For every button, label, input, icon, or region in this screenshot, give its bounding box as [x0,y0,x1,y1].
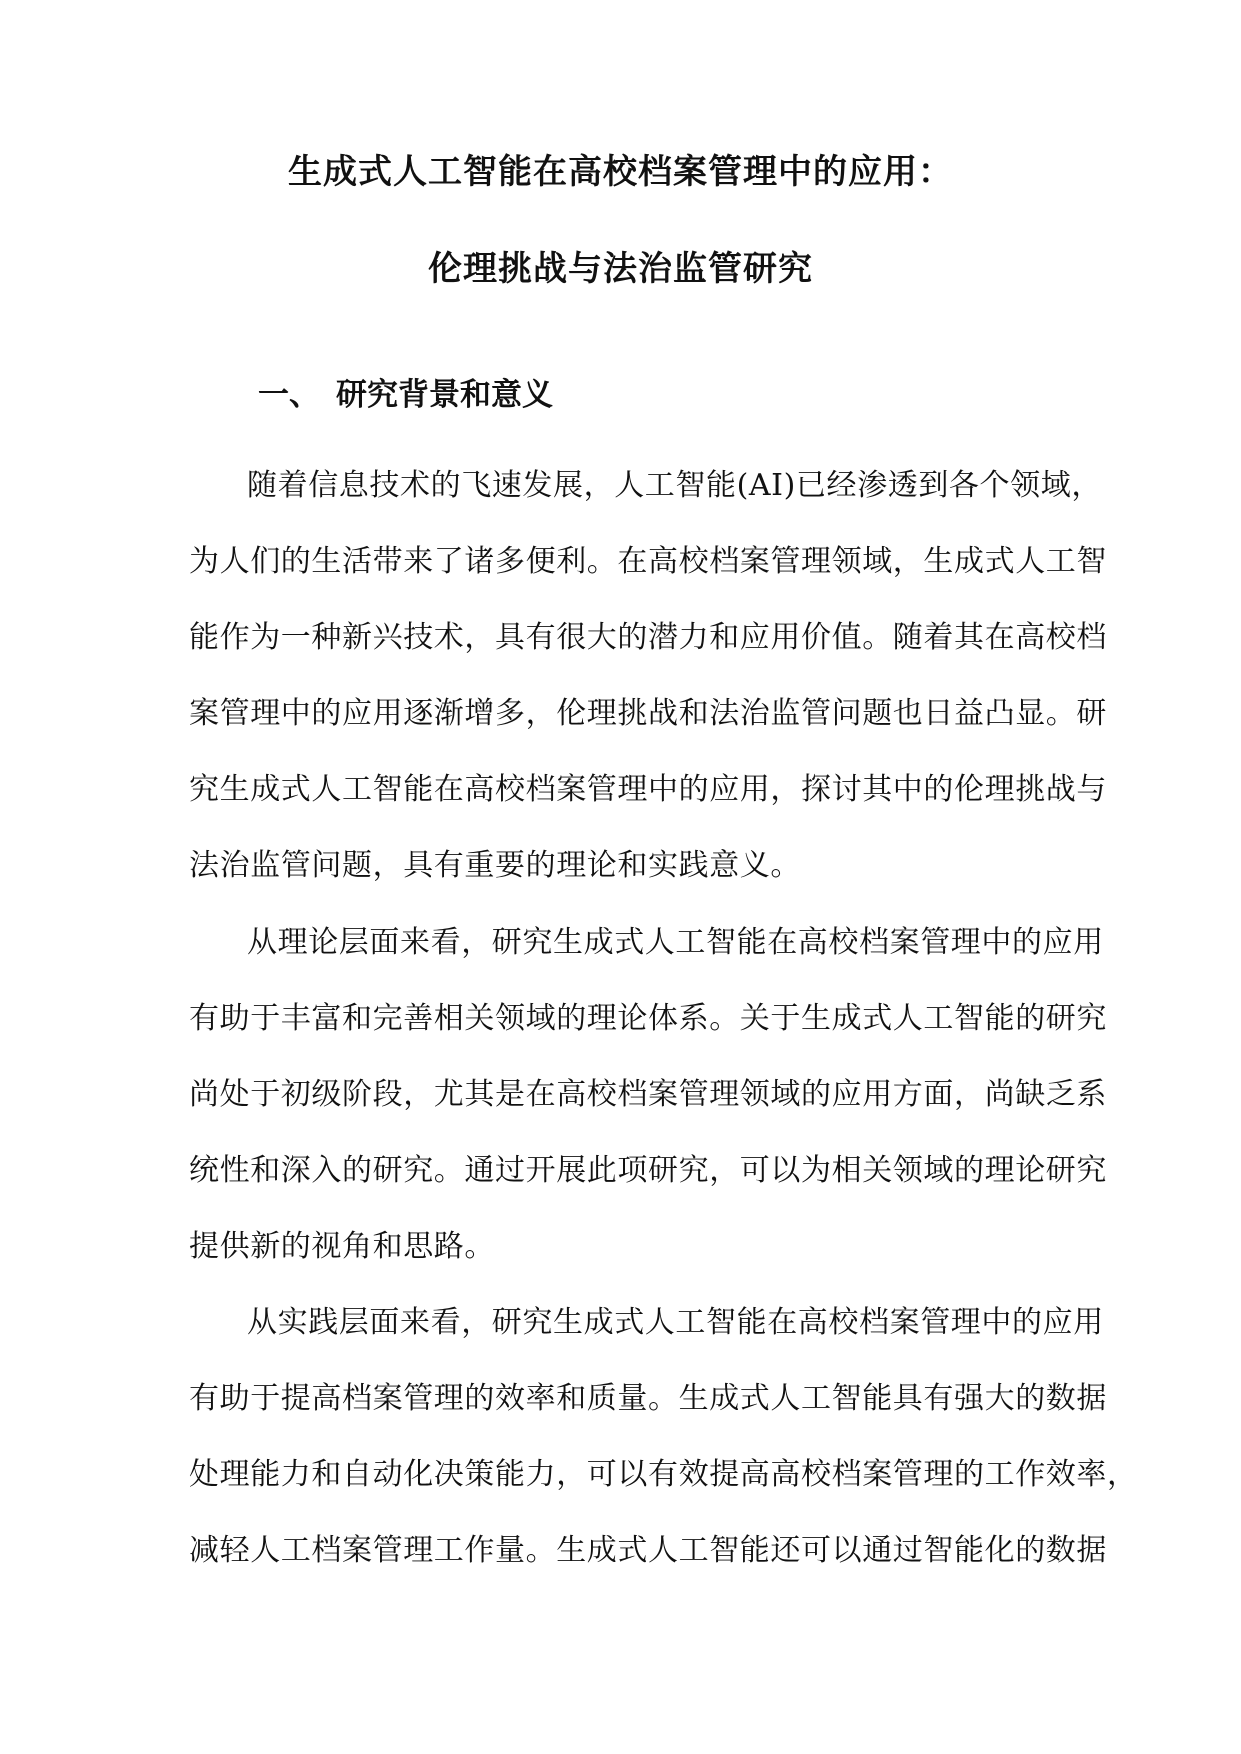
paragraph-line: 减轻人工档案管理工作量。生成式人工智能还可以通过智能化的数据 [189,1533,1107,1568]
paragraph-line: 法治监管问题，具有重要的理论和实践意义。 [189,848,801,883]
paragraph-line: 案管理中的应用逐渐增多，伦理挑战和法治监管问题也日益凸显。研 [189,696,1107,731]
paragraph-2 [189,905,1107,1285]
paragraph-1 [189,448,1107,904]
section-heading [258,374,553,416]
paragraph-line: 提供新的视角和思路。 [189,1229,495,1264]
section-title: 研究背景和意义 [336,377,553,413]
section-number: 一、 [258,377,320,413]
paragraph-line: 究生成式人工智能在高校档案管理中的应用，探讨其中的伦理挑战与 [189,772,1107,807]
paragraph-line: 统性和深入的研究。通过开展此项研究，可以为相关领域的理论研究 [189,1153,1107,1188]
paragraph-line: 尚处于初级阶段，尤其是在高校档案管理领域的应用方面，尚缺乏系 [189,1077,1107,1112]
document-title-line-1: 生成式人工智能在高校档案管理中的应用： [288,152,953,192]
document-title-line-2: 伦理挑战与法治监管研究 [428,249,813,289]
paragraph-line: 有助于丰富和完善相关领域的理论体系。关于生成式人工智能的研究 [189,1001,1107,1036]
paragraph-line: 为人们的生活带来了诸多便利。在高校档案管理领域，生成式人工智 [189,544,1107,579]
paragraph-line: 随着信息技术的飞速发展，人工智能(AI)已经渗透到各个领域， [247,468,1102,503]
paragraph-line: 有助于提高档案管理的效率和质量。生成式人工智能具有强大的数据 [189,1381,1107,1416]
paragraph-3 [189,1285,1138,1589]
paragraph-line: 从实践层面来看，研究生成式人工智能在高校档案管理中的应用 [247,1305,1104,1340]
paragraph-line: 处理能力和自动化决策能力，可以有效提高高校档案管理的工作效率， [189,1457,1138,1492]
paragraph-line: 从理论层面来看，研究生成式人工智能在高校档案管理中的应用 [247,925,1104,960]
paragraph-line: 能作为一种新兴技术，具有很大的潜力和应用价值。随着其在高校档 [189,620,1107,655]
